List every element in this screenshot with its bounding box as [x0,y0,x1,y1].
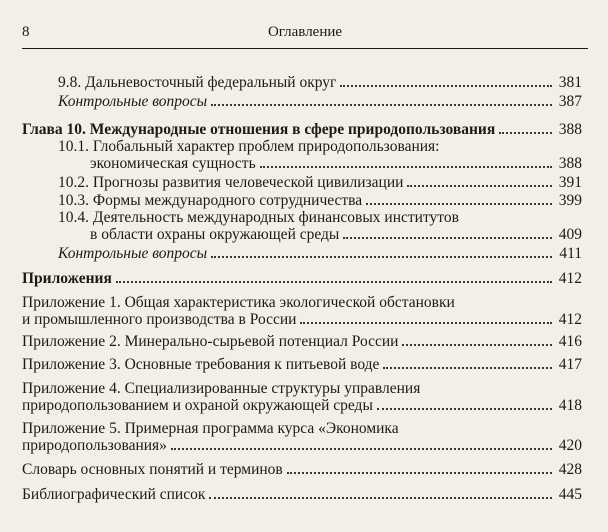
dot-leader [402,344,552,346]
toc-entry-title: Словарь основных понятий и терминов [22,461,283,478]
toc-page-number: 381 [558,74,582,91]
page-number: 8 [22,24,30,40]
toc-entry [22,356,582,373]
dot-leader [407,185,552,187]
toc-page-number: 416 [558,333,582,350]
toc-entry [22,486,582,503]
toc-page-number: 445 [558,486,582,503]
dot-leader [499,132,552,134]
dot-leader [383,367,552,369]
toc-entry [22,270,582,287]
toc-entry-title: природопользованием и охраной окружающей среды [22,397,373,414]
dot-leader [300,322,552,324]
page-title: Оглавление [267,24,343,40]
toc-entry-title: Контрольные вопросы [58,93,208,110]
toc-entry [58,209,582,243]
toc-entry-title: Глава 10. Международные отношения в сфере природопользования [22,121,496,138]
dot-leader [171,448,552,450]
toc-page-number: 418 [558,397,582,414]
toc-page-number: 409 [558,226,582,243]
toc-entry-title: в области охраны окружающей среды [90,226,340,243]
dot-leader [116,281,552,283]
toc-page-number: 428 [558,461,582,478]
toc-page-number: 388 [558,121,582,138]
dot-leader [377,408,552,410]
dot-leader [211,104,552,106]
toc-entry [58,174,582,191]
toc-entry-title: Приложение 5. Примерная программа курса «Экономика [22,420,399,437]
dot-leader [340,85,552,87]
toc-page-number: 417 [558,356,582,373]
toc-entry-title: природопользования» [22,437,167,454]
toc-entry-title: Приложения [22,270,112,287]
toc-entry [58,245,582,262]
dot-leader [211,256,552,258]
toc-entry-title: 10.3. Формы международного сотрудничества [58,192,363,209]
toc-page-number: 411 [559,245,582,262]
toc-page-number: 420 [558,437,582,454]
toc-entry-title: Приложение 4. Специализированные структуры управления [22,380,421,397]
toc-page-number: 391 [558,174,582,191]
toc-entry-title: Библиографический список [22,486,206,503]
dot-leader [260,166,552,168]
toc-entry [22,420,582,454]
toc-entry-title: экономическая сущность [90,155,256,172]
toc-entry [22,294,582,328]
toc-page-number: 388 [558,155,582,172]
toc-entry-title: Приложение 3. Основные требования к питьевой воде [22,356,380,373]
toc-page-number: 387 [558,93,582,110]
toc-page-number: 412 [558,311,582,328]
toc-entry [22,121,582,138]
toc-entry-title: Приложение 1. Общая характеристика экологической обстановки [22,294,455,311]
toc-entry [58,93,582,110]
toc-entry-title: 9.8. Дальневосточный федеральный округ [58,74,337,91]
dot-leader [209,497,552,499]
toc-page-number: 412 [558,270,582,287]
toc-entry [58,138,582,172]
toc-entry [22,333,582,350]
toc-entry [22,380,582,414]
toc-entry-title: Контрольные вопросы [58,245,208,262]
toc-entry-title: 10.4. Деятельность международных финансовых институтов [58,209,459,226]
toc-entry [58,192,582,209]
dot-leader [287,472,552,474]
dot-leader [343,237,552,239]
toc-entry-title: и промышленного производства в России [22,311,297,328]
toc-entry-title: 10.2. Прогнозы развития человеческой цивилизации [58,174,404,191]
dot-leader [366,203,552,205]
toc-entry-title: Приложение 2. Минерально-сырьевой потенциал России [22,333,399,350]
toc-entry-title: 10.1. Глобальный характер проблем природопользования: [58,138,440,155]
toc-entry [22,461,582,478]
toc-page-number: 399 [558,192,582,209]
toc-entry [58,74,582,91]
